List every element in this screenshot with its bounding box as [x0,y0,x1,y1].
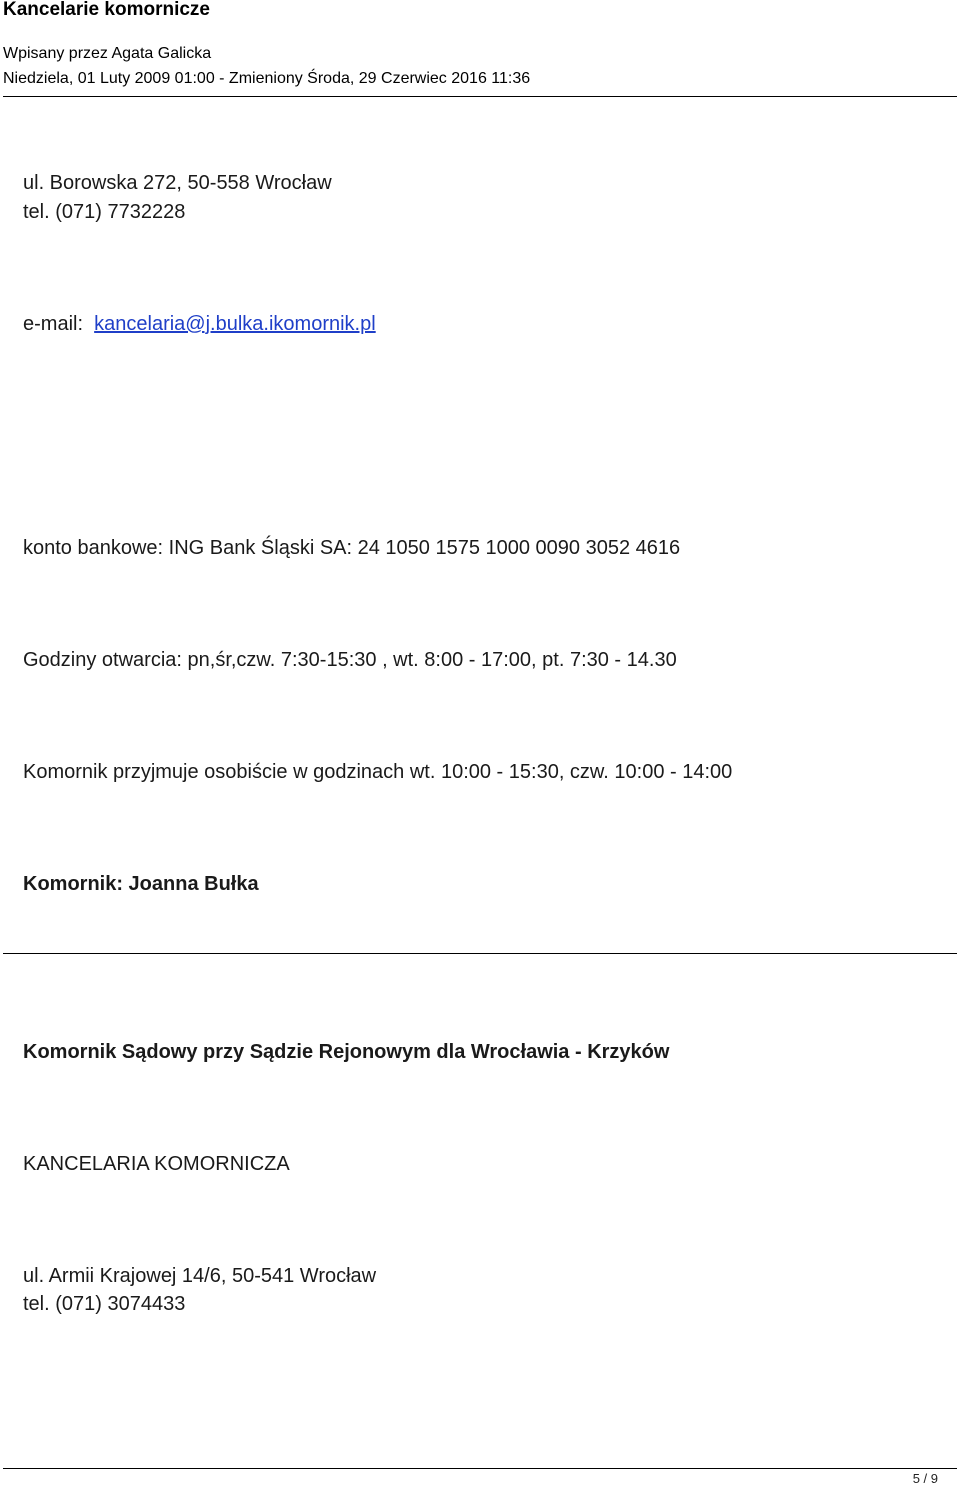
author-line: Wpisany przez Agata Galicka [3,45,212,62]
office2-office-name: KANCELARIA KOMORNICZA [23,1153,290,1175]
header-divider [3,96,957,97]
date-line: Niedziela, 01 Luty 2009 01:00 - Zmieniony Środa, 29 Czerwiec 2016 11:36 [3,70,531,87]
office1-bailiff: Komornik: Joanna Bułka [23,873,259,895]
section-divider [3,953,957,954]
office1-address: ul. Borowska 272, 50-558 Wrocław [23,172,332,194]
page-number: 5 / 9 [912,1471,938,1486]
office1-phone: tel. (071) 7732228 [23,201,186,223]
office1-reception-hours: Komornik przyjmuje osobiście w godzinach wt. 10:00 - 15:30, czw. 10:00 - 14:00 [23,761,733,783]
footer-divider [3,1468,957,1469]
office1-opening-hours: Godziny otwarcia: pn,śr,czw. 7:30-15:30 , wt. 8:00 - 17:00, pt. 7:30 - 14.30 [23,649,677,671]
page-title: Kancelarie komornicze [3,0,210,20]
office1-bank-account: konto bankowe: ING Bank Śląski SA: 24 1050 1575 1000 0090 3052 4616 [23,537,681,559]
office2-address: ul. Armii Krajowej 14/6, 50-541 Wrocław [23,1265,377,1287]
email-label: e-mail: [23,313,84,335]
email-link[interactable]: kancelaria@j.bulka.ikomornik.pl [94,313,376,335]
office2-court: Komornik Sądowy przy Sądzie Rejonowym dla Wrocławia - Krzyków [23,1041,670,1063]
office2-phone: tel. (071) 3074433 [23,1293,186,1315]
office1-email-row [23,312,376,336]
